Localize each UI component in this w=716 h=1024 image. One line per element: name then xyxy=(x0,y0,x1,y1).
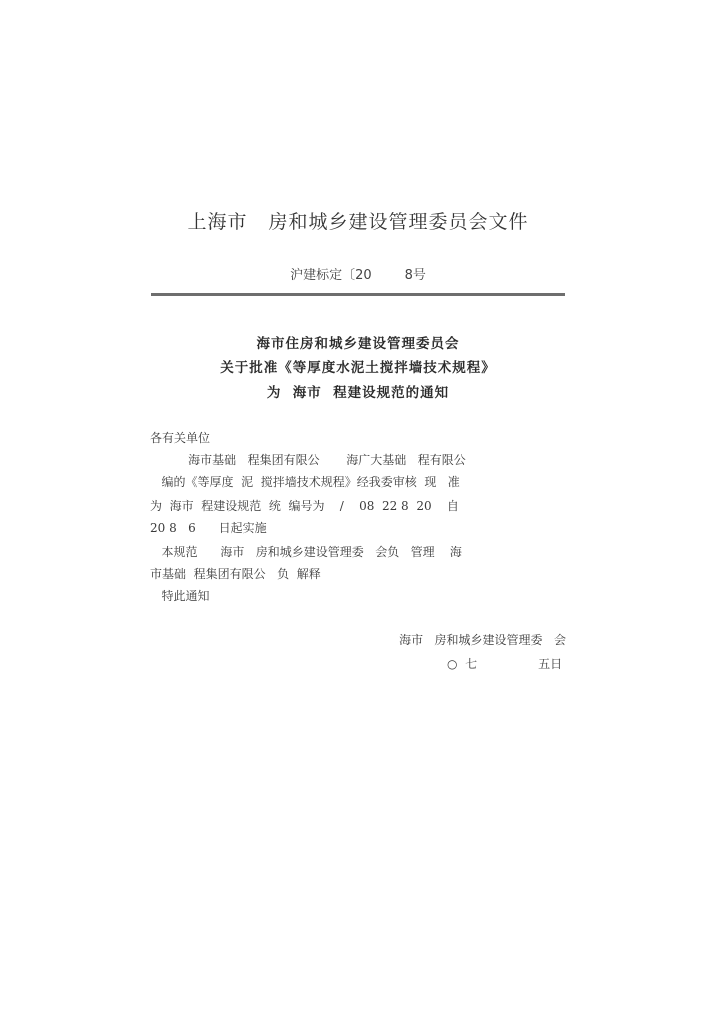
body-text-line: 本规范 海市 房和城乡建设管理委 会负 管理 海 xyxy=(150,545,462,559)
header-divider xyxy=(151,293,565,296)
body-text-line: 海市基础 程集团有限公 海广大基础 程有限公 xyxy=(150,453,466,467)
signature-date: ○ 七 五日 xyxy=(447,657,566,671)
body-text-line: 编的《等厚度 泥 搅拌墙技术规程》经我委审核 现 准 xyxy=(150,475,460,489)
closing-text: 特此通知 xyxy=(150,589,210,603)
body-text-line: 为 海市 程建设规范 统 编号为 / 08 22 8 20 自 xyxy=(150,499,459,513)
notice-title-line-1: 海市住房和城乡建设管理委员会 xyxy=(256,336,460,352)
document-header-title: 上海市 房和城乡建设管理委员会文件 xyxy=(187,211,529,233)
body-text-line: 20 8 6 日起实施 xyxy=(150,521,267,535)
notice-title-line-3: 为 海市 程建设规范的通知 xyxy=(266,385,450,401)
notice-title-line-2: 关于批准《等厚度水泥土搅拌墙技术规程》 xyxy=(220,360,496,376)
salutation: 各有关单位 xyxy=(150,431,211,445)
signature-organization: 海市 房和城乡建设管理委 会 xyxy=(399,633,566,647)
body-text-line: 市基础 程集团有限公 负 解释 xyxy=(150,567,321,581)
document-number: 沪建标定〔20 8号 xyxy=(290,268,426,283)
